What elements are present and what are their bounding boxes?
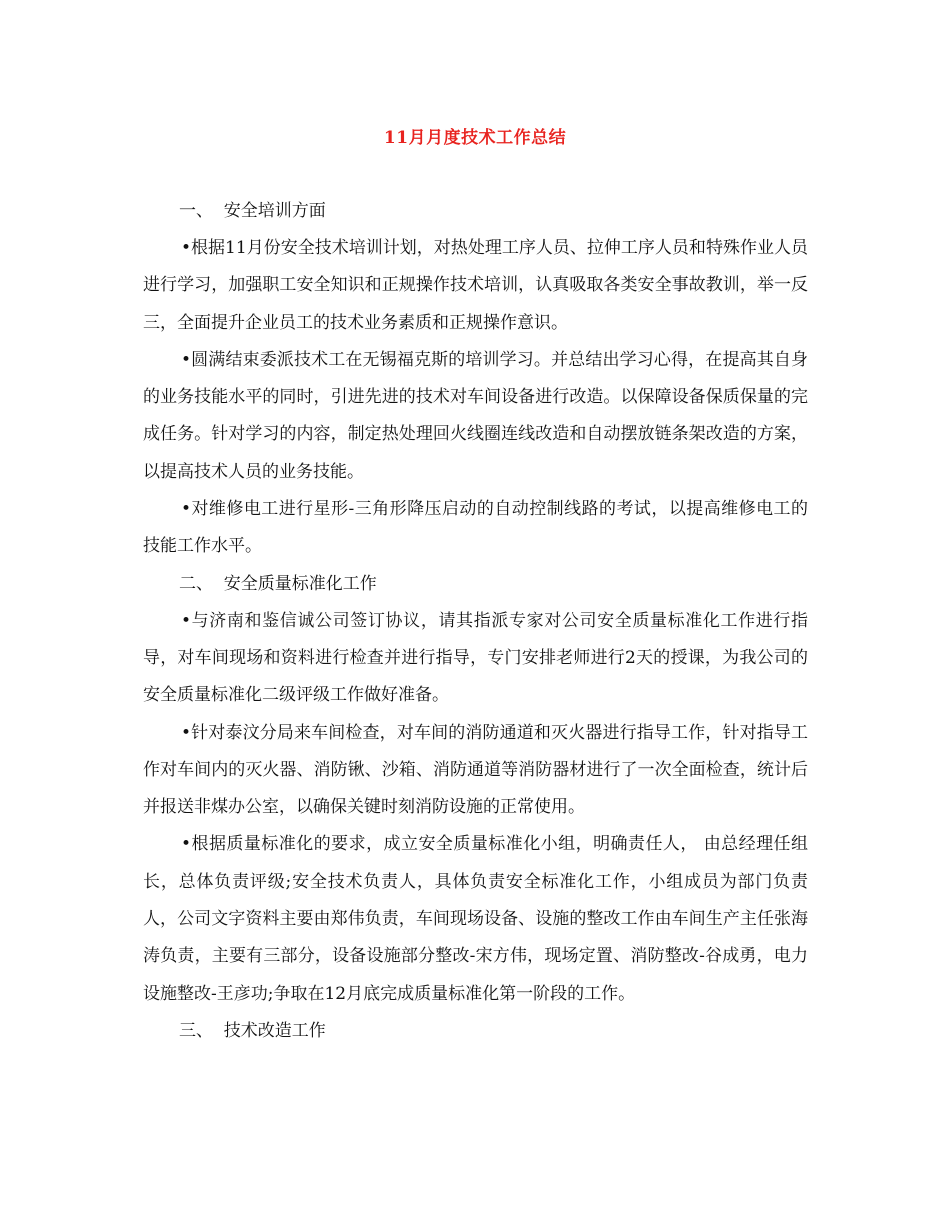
section-1-paragraph-2: •圆满结束委派技术工在无锡福克斯的培训学习。并总结出学习心得，在提高其自身的业务技能水平的同时，引进先进的技术对车间设备进行改造。以保障设备保质保量的完成任务。针对学习的内容，制定热处理回火线圈连线改造和自动摆放链条架改造的方案，以提高技术人员的业务技能。: [143, 349, 808, 482]
document-title: 11月月度技术工作总结: [383, 128, 567, 148]
section-1-paragraph-3: •对维修电工进行星形-三角形降压启动的自动控制线路的考试，以提高维修电工的技能工作水平。: [143, 499, 808, 557]
document-body: [143, 193, 808, 1050]
section-2-paragraph-1: •与济南和鉴信诚公司签订协议，请其指派专家对公司安全质量标准化工作进行指导，对车间现场和资料进行检查并进行指导，专门安排老师进行2天的授课，为我公司的安全质量标准化二级评级工作做好准备。: [143, 610, 808, 706]
section-1-paragraph-1: •根据11月份安全技术培训计划，对热处理工序人员、拉伸工序人员和特殊作业人员进行学习，加强职工安全知识和正规操作技术培训，认真吸取各类安全事故教训，举一反三，全面提升企业员工的技术业务素质和正规操作意识。: [143, 238, 808, 333]
section-heading-3: 三、 技术改造工作: [179, 1020, 326, 1041]
section-heading-1: 一、 安全培训方面: [179, 201, 326, 221]
section-2-paragraph-3: •根据质量标准化的要求，成立安全质量标准化小组，明确责任人， 由总经理任组长，总体负责评级;安全技术负责人，具体负责安全标准化工作，小组成员为部门负责人，公司文字资料主要由郑伟负责，车间现场设备、设施的整改工作由车间生产主任张海涛负责，主要有三部分，设备设施部分整改-宋方伟，现场定置、消防整改-谷成勇，电力设施整改-王彦功;争取在12月底完成质量标准化第一阶段的工作。: [143, 834, 808, 1004]
section-heading-2: 二、 安全质量标准化工作: [179, 573, 377, 594]
section-2-paragraph-2: •针对泰汶分局来车间检查，对车间的消防通道和灭火器进行指导工作，针对指导工作对车间内的灭火器、消防锹、沙箱、消防通道等消防器材进行了一次全面检查，统计后并报送非煤办公室，以确保关键时刻消防设施的正常使用。: [143, 722, 808, 818]
